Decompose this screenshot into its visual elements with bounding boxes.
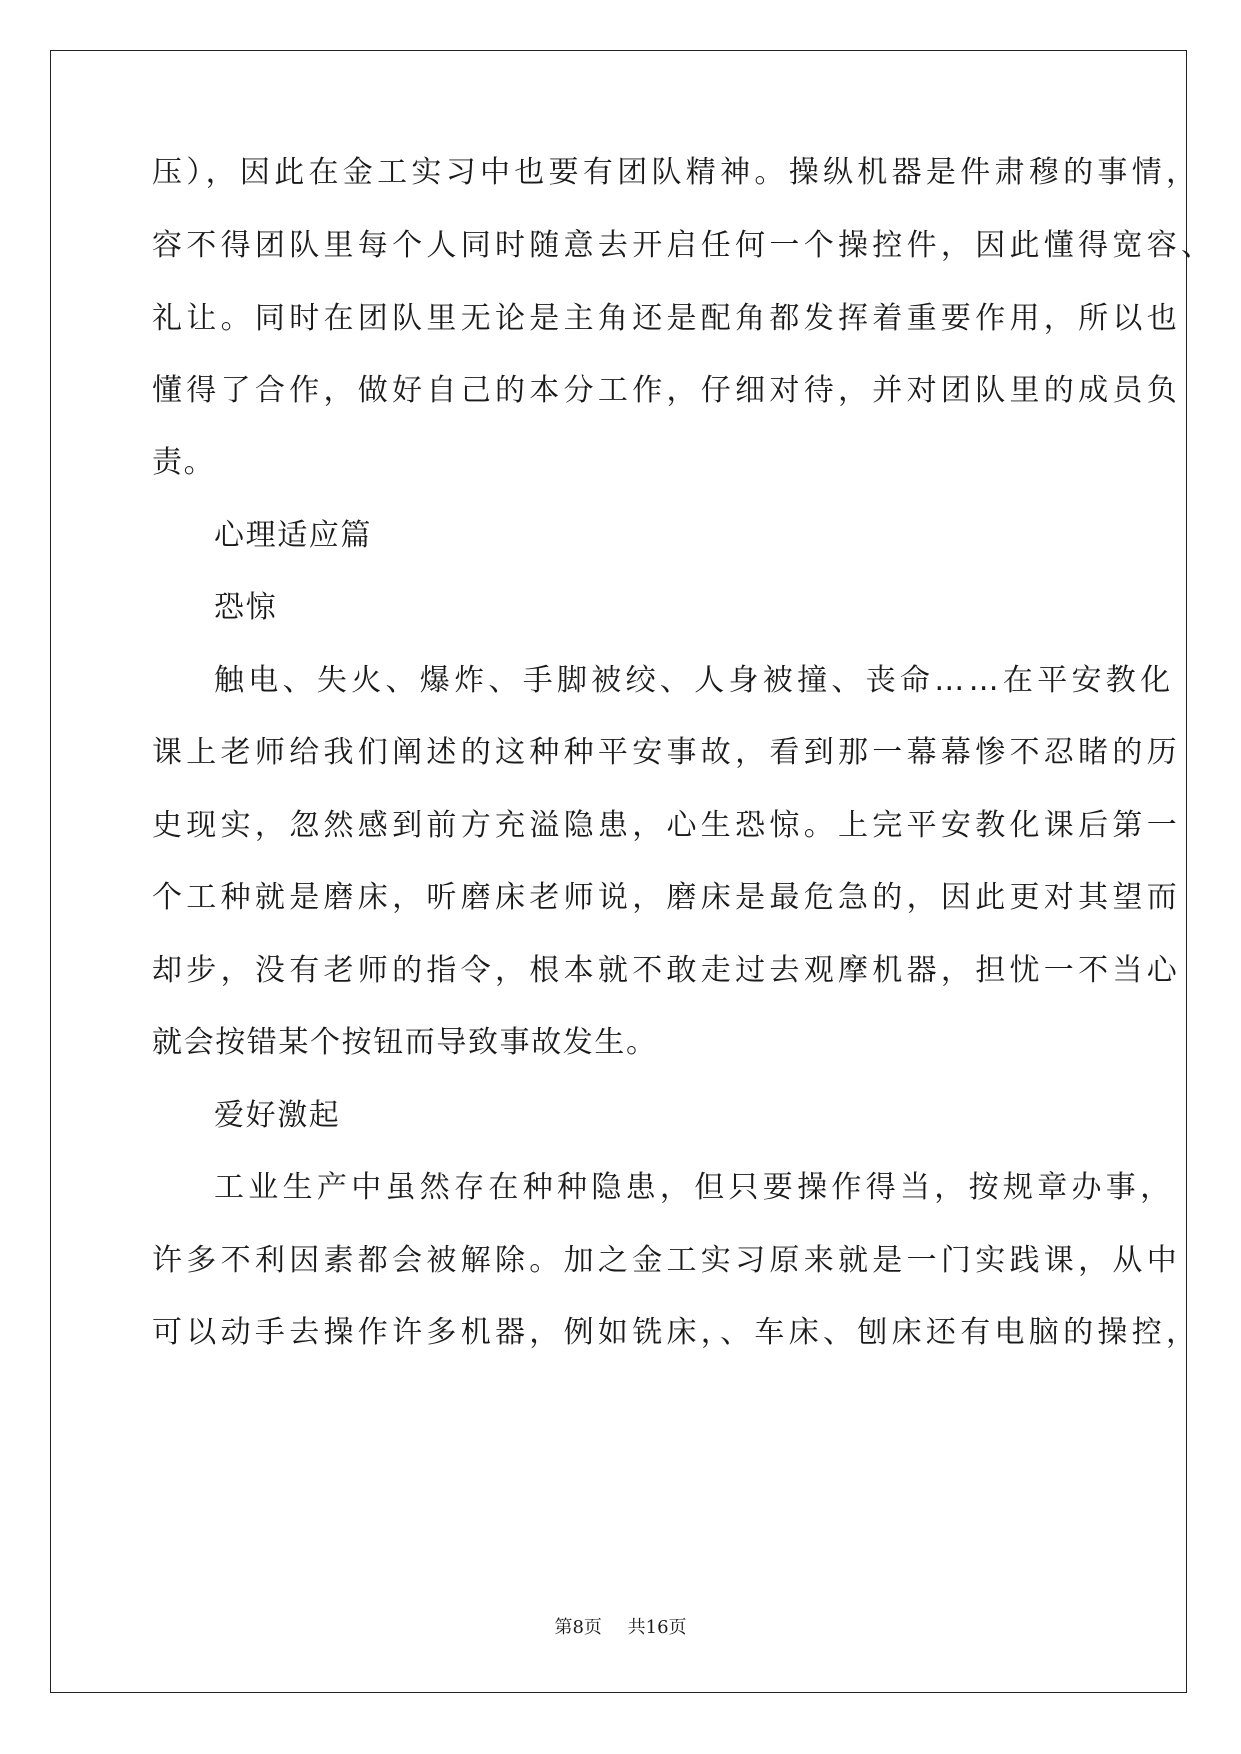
text-line: 礼让。同时在团队里无论是主角还是配角都发挥着重要作用，所以也 — [152, 301, 1181, 336]
page-footer — [0, 1616, 1241, 1640]
section-heading: 心理适应篇 — [214, 518, 372, 553]
page-number: 第8页 — [554, 1617, 602, 1638]
text-line: 个工种就是磨床，听磨床老师说，磨床是最危急的，因此更对其望而 — [152, 880, 1181, 915]
text-line: 却步，没有老师的指令，根本就不敢走过去观摩机器，担忧一不当心 — [152, 953, 1181, 988]
text-line: 压），因此在金工实习中也要有团队精神。操纵机器是件肃穆的事情， — [152, 155, 1201, 190]
subsection-heading: 爱好激起 — [214, 1098, 341, 1133]
page-border — [50, 50, 1187, 1693]
text-line: 工业生产中虽然存在种种隐患，但只要操作得当，按规章办事， — [214, 1170, 1175, 1205]
text-line: 懂得了合作，做好自己的本分工作，仔细对待，并对团队里的成员负 — [152, 373, 1181, 408]
text-line: 可以动手去操作许多机器，例如铣床，、车床、刨床还有电脑的操控， — [152, 1315, 1201, 1350]
text-line: 课上老师给我们阐述的这种种平安事故，看到那一幕幕惨不忍睹的历 — [152, 735, 1181, 770]
text-line: 触电、失火、爆炸、手脚被绞、人身被撞、丧命……在平安教化 — [214, 663, 1175, 698]
text-line: 许多不利因素都会被解除。加之金工实习原来就是一门实践课，从中 — [152, 1243, 1181, 1278]
text-line: 容不得团队里每个人同时随意去开启任何一个操控件，因此懂得宽容、 — [152, 228, 1216, 263]
page-total: 共16页 — [627, 1617, 687, 1638]
text-line: 责。 — [152, 445, 216, 480]
text-line: 史现实，忽然感到前方充溢隐患，心生恐惊。上完平安教化课后第一 — [152, 808, 1181, 843]
subsection-heading: 恐惊 — [214, 590, 278, 625]
text-line: 就会按错某个按钮而导致事故发生。 — [152, 1025, 658, 1060]
